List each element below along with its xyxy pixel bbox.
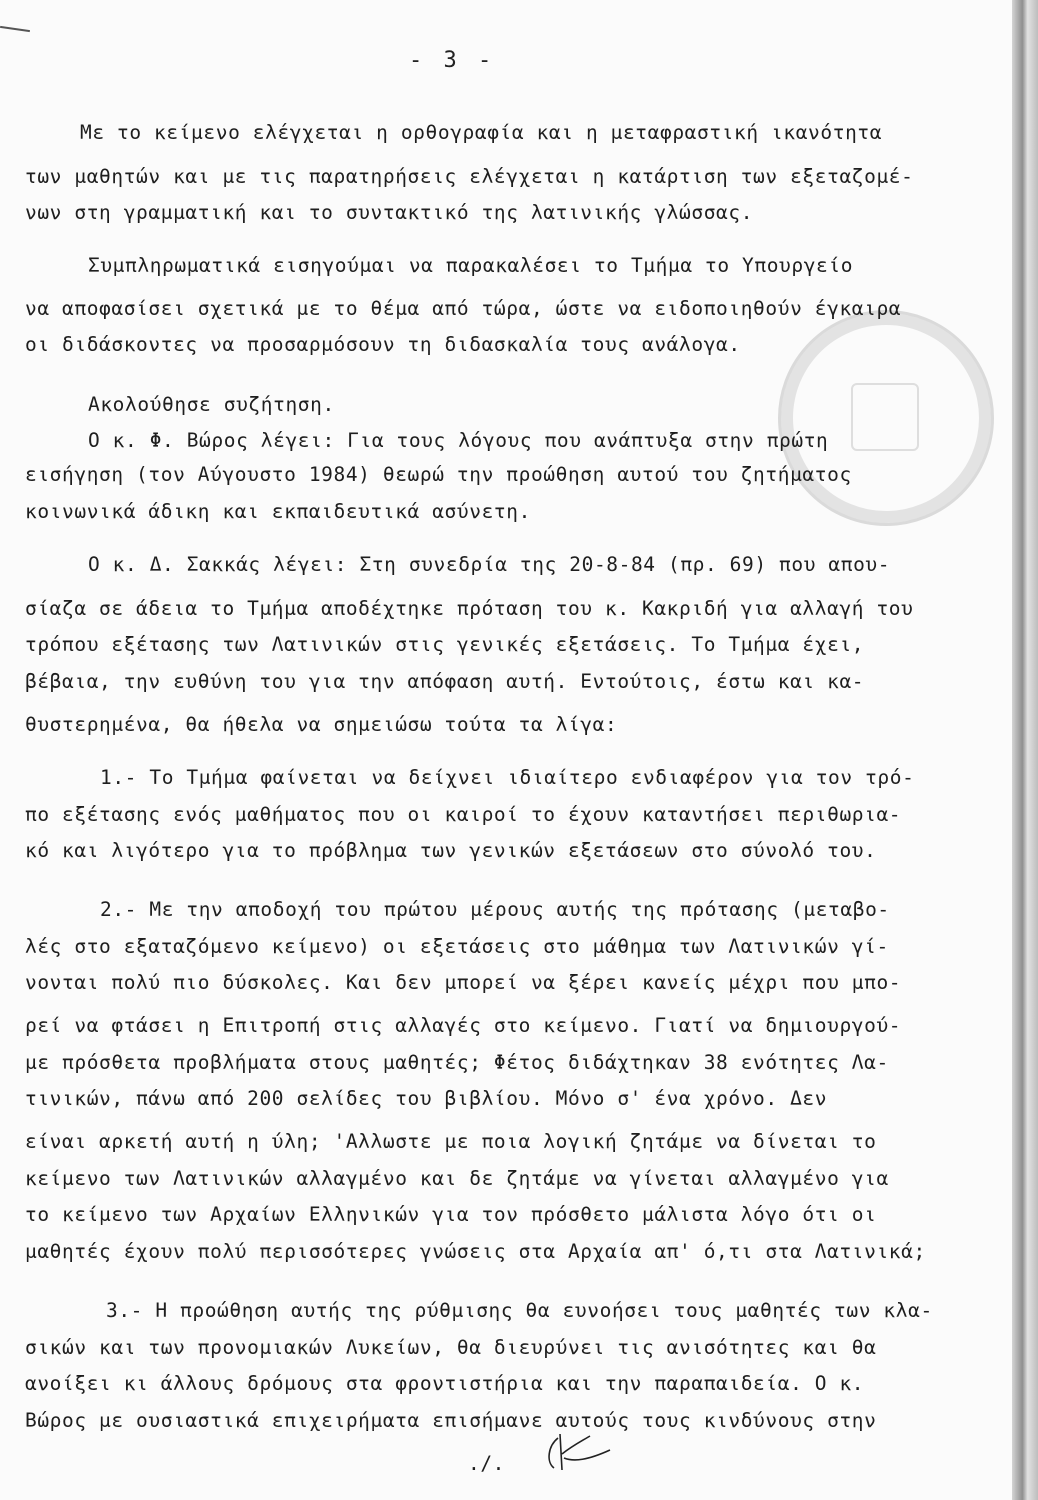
text-line: νονται πολύ πιο δύσκολες. Και δεν μπορεί να ξέρει κανείς μέχρι που μπο- [25, 971, 902, 994]
text-line: Ακολούθησε συζήτηση. [88, 393, 335, 416]
text-line: τινικών, πάνω από 200 σελίδες του βιβλίου. Μόνο σ' ένα χρόνο. Δεν [25, 1087, 828, 1110]
text-line: 1.- Το Τμήμα φαίνεται να δείχνει ιδιαίτερο ενδιαφέρον για τον τρό- [100, 766, 915, 789]
handwritten-initials-signature [540, 1428, 620, 1478]
text-line: νων στη γραμματική και το συντακτικό της λατινικής γλώσσας. [25, 201, 754, 224]
text-line: σίαζα σε άδεια το Τμήμα αποδέχτηκε πρόταση του κ. Κακριδή για αλλαγή του [25, 597, 914, 620]
text-line: το κείμενο των Αρχαίων Ελληνικών για τον πρόσθετο μάλιστα λόγο ότι οι [25, 1203, 877, 1226]
text-line: 2.- Με την αποδοχή του πρώτου μέρους αυτής της πρότασης (μεταβο- [100, 898, 890, 921]
text-line: Συμπληρωματικά εισηγούμαι να παρακαλέσει το Τμήμα το Υπουργείο [88, 254, 854, 277]
text-line: οι διδάσκοντες να προσαρμόσουν τη διδασκαλία τους ανάλογα. [25, 333, 741, 356]
text-line: κείμενο των Λατινικών αλλαγμένο και δε ζητάμε να γίνεται αλλαγμένο για [25, 1167, 889, 1190]
page-edge [1012, 0, 1038, 1500]
text-line: τρόπου εξέτασης των Λατινικών στις γενικές εξετάσεις. Το Τμήμα έχει, [25, 633, 865, 656]
continuation-mark: ./. [468, 1452, 506, 1475]
page-number: - 3 - [409, 48, 496, 73]
text-line: να αποφασίσει σχετικά με το θέμα από τώρα, ώστε να ειδοποιηθούν έγκαιρα [25, 297, 902, 320]
text-line: εισήγηση (τον Αύγουστο 1984) θεωρώ την προώθηση αυτού του ζητήματος [25, 463, 852, 486]
text-line: με πρόσθετα προβλήματα στους μαθητές; Φέτος διδάχτηκαν 38 ενότητες Λα- [25, 1051, 889, 1074]
text-line: 3.- Η προώθηση αυτής της ρύθμισης θα ευνοήσει τους μαθητές των κλα- [106, 1299, 933, 1322]
text-line: θυστερημένα, θα ήθελα να σημειώσω τούτα τα λίγα: [25, 713, 618, 736]
text-line: Βώρος με ουσιαστικά επιχειρήματα επισήμανε αυτούς τους κινδύνους στην [25, 1409, 877, 1432]
corner-mark [0, 26, 30, 32]
text-line: Ο κ. Δ. Σακκάς λέγει: Στη συνεδρία της 20-8-84 (πρ. 69) που απου- [88, 553, 891, 576]
text-line: είναι αρκετή αυτή η ύλη; 'Αλλωστε με ποια λογική ζητάμε να δίνεται το [25, 1130, 877, 1153]
text-line: Ο κ. Φ. Βώρος λέγει: Για τους λόγους που ανάπτυξα στην πρώτη [88, 429, 829, 452]
text-line: βέβαια, την ευθύνη του για την απόφαση αυτή. Εντούτοις, έστω και κα- [25, 670, 865, 693]
faded-seal-stamp [778, 310, 994, 526]
text-line: των μαθητών και με τις παρατηρήσεις ελέγχεται η κατάρτιση των εξεταζομέ- [25, 165, 914, 188]
text-line: ανοίξει κι άλλους δρόμους στα φροντιστήρια και την παραπαιδεία. Ο κ. [25, 1372, 865, 1395]
text-line: λές στο εξαταζόμενο κείμενο) οι εξετάσεις στο μάθημα των Λατινικών γί- [25, 935, 889, 958]
text-line: πο εξέτασης ενός μαθήματος που οι καιροί το έχουν καταντήσει περιθωρια- [25, 803, 902, 826]
text-line: σικών και των προνομιακών Λυκείων, θα διευρύνει τις ανισότητες και θα [25, 1336, 877, 1359]
text-line: κό και λιγότερο για το πρόβλημα των γενικών εξετάσεων στο σύνολό του. [25, 839, 877, 862]
text-line: μαθητές έχουν πολύ περισσότερες γνώσεις στα Αρχαία απ' ό,τι στα Λατινικά; [25, 1240, 926, 1263]
text-line: κοινωνικά άδικη και εκπαιδευτικά ασύνετη. [25, 500, 531, 523]
text-line: Με το κείμενο ελέγχεται η ορθογραφία και η μεταφραστική ικανότητα [80, 121, 883, 144]
text-line: ρεί να φτάσει η Επιτροπή στις αλλαγές στο κείμενο. Γιατί να δημιουργού- [25, 1014, 902, 1037]
seal-emblem [851, 383, 919, 451]
